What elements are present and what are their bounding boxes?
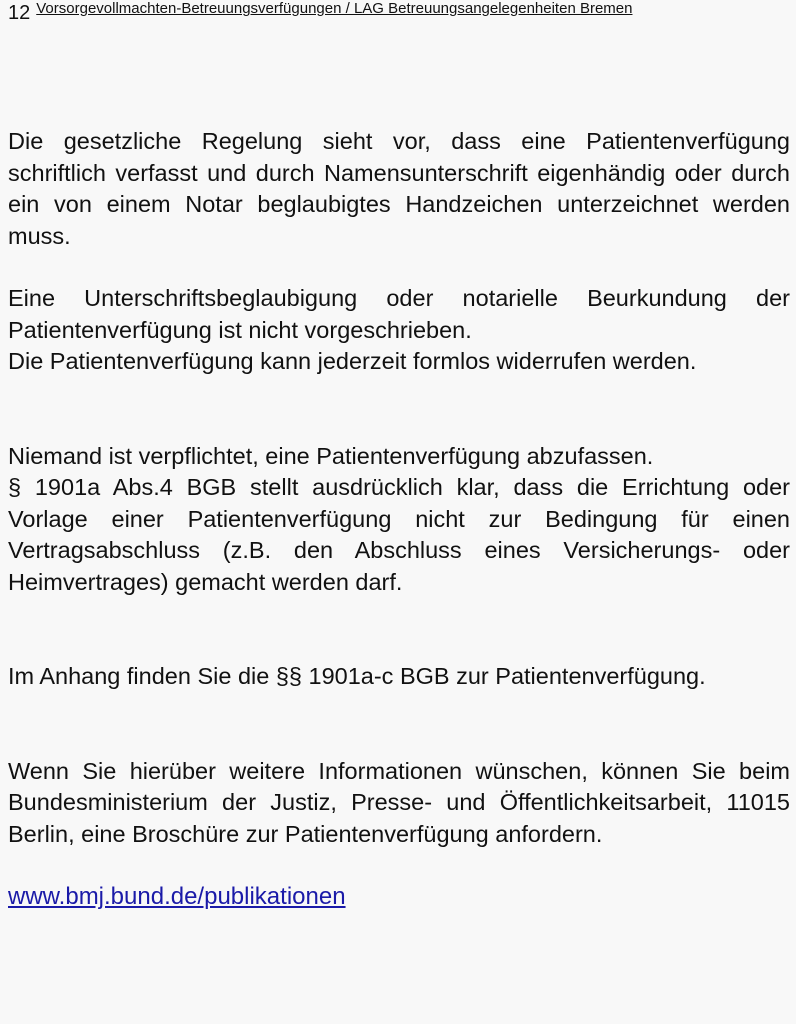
page-number: 12 [8, 2, 31, 24]
paragraph-signature-requirement: Die gesetzliche Regelung sieht vor, dass eine Patientenverfügung schriftlich verfasst und durch Namensunterschrift eigenhändig oder durch ein von einem Notar beglaubigtes Handzeichen unterzeichnet werden muss. [8, 128, 790, 249]
paragraph-appendix: Im Anhang finden Sie die §§ 1901a-c BGB zur Patientenverfügung. [8, 663, 706, 689]
paragraph-contract-condition: § 1901a Abs.4 BGB stellt ausdrücklich klar, dass die Errichtung oder Vorlage einer Patientenverfügung nicht zur Bedingung für einen Vertragsabschluss (z.B. den Abschluss eines Versicherungs- oder Heimvertrages) gemacht werden darf. [8, 474, 790, 595]
header-title: Vorsorgevollmachten-Betreuungsverfügungen / LAG Betreuungsangelegenheiten Bremen [36, 0, 633, 17]
publications-link[interactable]: www.bmj.bund.de/publikationen [8, 883, 346, 910]
paragraph-certification-not-required: Eine Unterschriftsbeglaubigung oder notarielle Beurkundung der Patientenverfügung ist nicht vorgeschrieben. [8, 285, 790, 343]
paragraph-more-information: Wenn Sie hierüber weitere Informationen wünschen, können Sie beim Bundesministerium der Justiz, Presse- und Öffentlichkeitsarbeit, 11015 Berlin, eine Broschüre zur Patientenverfügung anfordern. [8, 757, 790, 847]
paragraph-no-obligation: Niemand ist verpflichtet, eine Patientenverfügung abzufassen. [8, 442, 654, 469]
paragraph-revocation: Die Patientenverfügung kann jederzeit formlos widerrufen werden. [8, 348, 697, 374]
page-header [8, 0, 788, 26]
document-body [8, 126, 790, 913]
